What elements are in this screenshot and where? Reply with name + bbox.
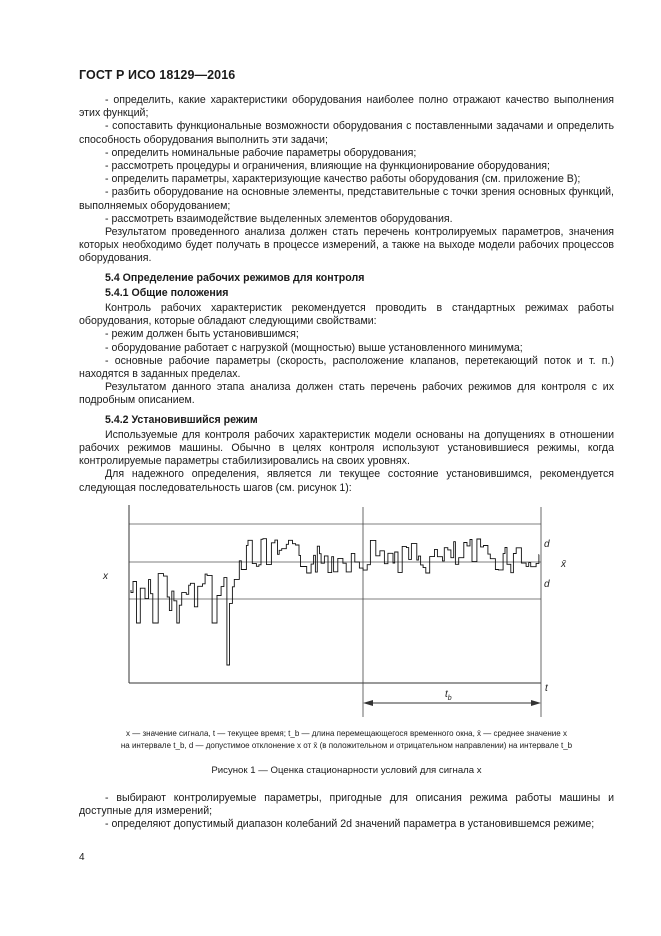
signal-trace bbox=[131, 539, 539, 665]
main-text bbox=[79, 94, 614, 495]
paragraph: - определить, какие характеристики оборудования наиболее полно отражают качество выполнения этих функций; bbox=[79, 94, 614, 120]
paragraph: - сопоставить функциональные возможности оборудования с поставленными задачами и определить способность оборудования выполнить эти задачи; bbox=[79, 120, 614, 146]
page-number: 4 bbox=[79, 852, 85, 863]
figure-notes bbox=[79, 728, 614, 752]
arrow-right-head bbox=[531, 700, 541, 706]
figure-note-line: на интервале t_b, d — допустимое отклонение x от x̄ (в положительном и отрицательном направлении) на интервале t_b bbox=[120, 741, 573, 750]
paragraph: Для надежного определения, является ли текущее состояние установившимся, рекомендуется следующая последовательность шагов (см. рисунок 1): bbox=[79, 468, 614, 494]
paragraph: - рассмотреть процедуры и ограничения, влияющие на функционирование оборудования; bbox=[105, 160, 550, 173]
bottom-text bbox=[79, 792, 614, 832]
paragraph: - рассмотреть взаимодействие выделенных элементов оборудования. bbox=[105, 212, 453, 225]
paragraph: - основные рабочие параметры (скорость, расположение клапанов, перетекающий поток и т. п.) находятся в заданных пределах. bbox=[79, 354, 614, 381]
t-axis-label: t bbox=[545, 683, 548, 694]
section-heading-5-4-2: 5.4.2 Установившийся режим bbox=[105, 413, 258, 426]
y-axis-label: x bbox=[103, 571, 108, 582]
figure-note-line: x — значение сигнала, t — текущее время; t_b — длина перемещающегося временного окна, x̄ — среднее значение x bbox=[126, 729, 567, 738]
d-lower-label: d bbox=[544, 579, 550, 590]
paragraph: Результатом данного этапа анализа должен стать перечень рабочих режимов для контроля с их подробным описанием. bbox=[79, 381, 614, 407]
section-heading-5-4: 5.4 Определение рабочих режимов для контроля bbox=[105, 271, 365, 284]
paragraph: - определить номинальные рабочие параметры оборудования; bbox=[105, 146, 417, 159]
document-header: ГОСТ Р ИСО 18129—2016 bbox=[79, 68, 236, 82]
paragraph: - выбирают контролируемые параметры, пригодные для описания режима работы машины и доступные для измерений; bbox=[79, 792, 614, 818]
figure-title: Рисунок 1 — Оценка стационарности условий для сигнала x bbox=[211, 765, 482, 776]
section-heading-5-4-1: 5.4.1 Общие положения bbox=[105, 286, 229, 299]
paragraph: - режим должен быть установившимся; bbox=[105, 328, 299, 341]
d-upper-label: d bbox=[544, 539, 550, 550]
paragraph: Результатом проведенного анализа должен стать перечень контролируемых параметров, значения которых необходимо будет получать в процессе измерений, а также на выходе модели рабочих процессов оборудования. bbox=[79, 226, 614, 265]
paragraph: Используемые для контроля рабочих характеристик модели основаны на допущениях в отношении рабочих режимов машины. Обычно в целях контроля используют установившиеся режимы, когда контролируемые параметры стабилизировались на своих уровнях. bbox=[79, 428, 614, 468]
paragraph: - определить параметры, характеризующие качество работы оборудования (см. приложение В); bbox=[105, 173, 581, 186]
paragraph: - определяют допустимый диапазон колебаний 2d значений параметра в установившемся режиме; bbox=[105, 818, 595, 831]
signal-chart bbox=[79, 495, 614, 725]
arrow-left-head bbox=[363, 700, 373, 706]
figure-1 bbox=[79, 495, 614, 725]
mean-label: x̄ bbox=[561, 559, 566, 570]
paragraph: Контроль рабочих характеристик рекомендуется проводить в стандартных режимах работы оборудования, которые обладают следующими свойствами: bbox=[79, 302, 614, 328]
paragraph: - разбить оборудование на основные элементы, представительные с точки зрения основных функций, выполняемых оборудованием; bbox=[79, 186, 614, 212]
window-label: $t_b$ bbox=[445, 689, 452, 702]
paragraph: - оборудование работает с нагрузкой (мощностью) выше установленного минимума; bbox=[105, 341, 523, 354]
